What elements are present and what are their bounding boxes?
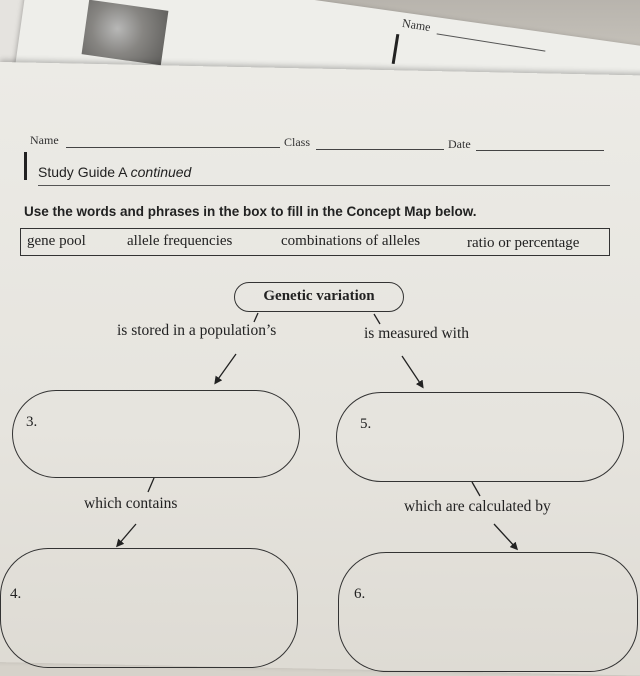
arrow-root-right <box>374 314 380 324</box>
left-link-label: is stored in a population’s <box>117 322 277 339</box>
arrow-oval-5-down <box>472 482 480 496</box>
word-gene-pool: gene pool <box>27 233 86 249</box>
word-ratio-or-percentage: ratio or percentage <box>467 235 580 251</box>
arrow-to-oval-4 <box>118 524 136 545</box>
arrow-to-oval-5 <box>402 356 422 386</box>
arrow-to-oval-3 <box>216 354 236 382</box>
study-guide-title-suffix: continued <box>130 164 192 180</box>
arrow-oval-3-down <box>148 478 154 492</box>
blank-number-6: 6. <box>354 586 366 602</box>
blank-number-5: 5. <box>360 416 372 432</box>
left-sub-link-label: which contains <box>84 495 178 512</box>
right-sub-link-label: which are calculated by <box>404 498 551 515</box>
date-label: Date <box>448 137 471 151</box>
right-link-label: is measured with <box>364 325 470 342</box>
study-guide-title-main: Study Guide A <box>38 164 127 180</box>
word-allele-frequencies: allele frequencies <box>127 233 233 249</box>
blank-number-3: 3. <box>26 414 38 430</box>
arrow-to-oval-6 <box>494 524 516 548</box>
background-name-label: Name <box>401 15 432 35</box>
word-combinations-of-alleles: combinations of alleles <box>281 233 421 249</box>
arrow-root-left <box>254 313 258 322</box>
instructions: Use the words and phrases in the box to fill in the Concept Map below. <box>24 204 477 219</box>
blank-number-4: 4. <box>10 586 22 602</box>
concept-root: Genetic variation <box>234 282 404 312</box>
name-label: Name <box>30 133 59 147</box>
class-label: Class <box>284 135 311 149</box>
